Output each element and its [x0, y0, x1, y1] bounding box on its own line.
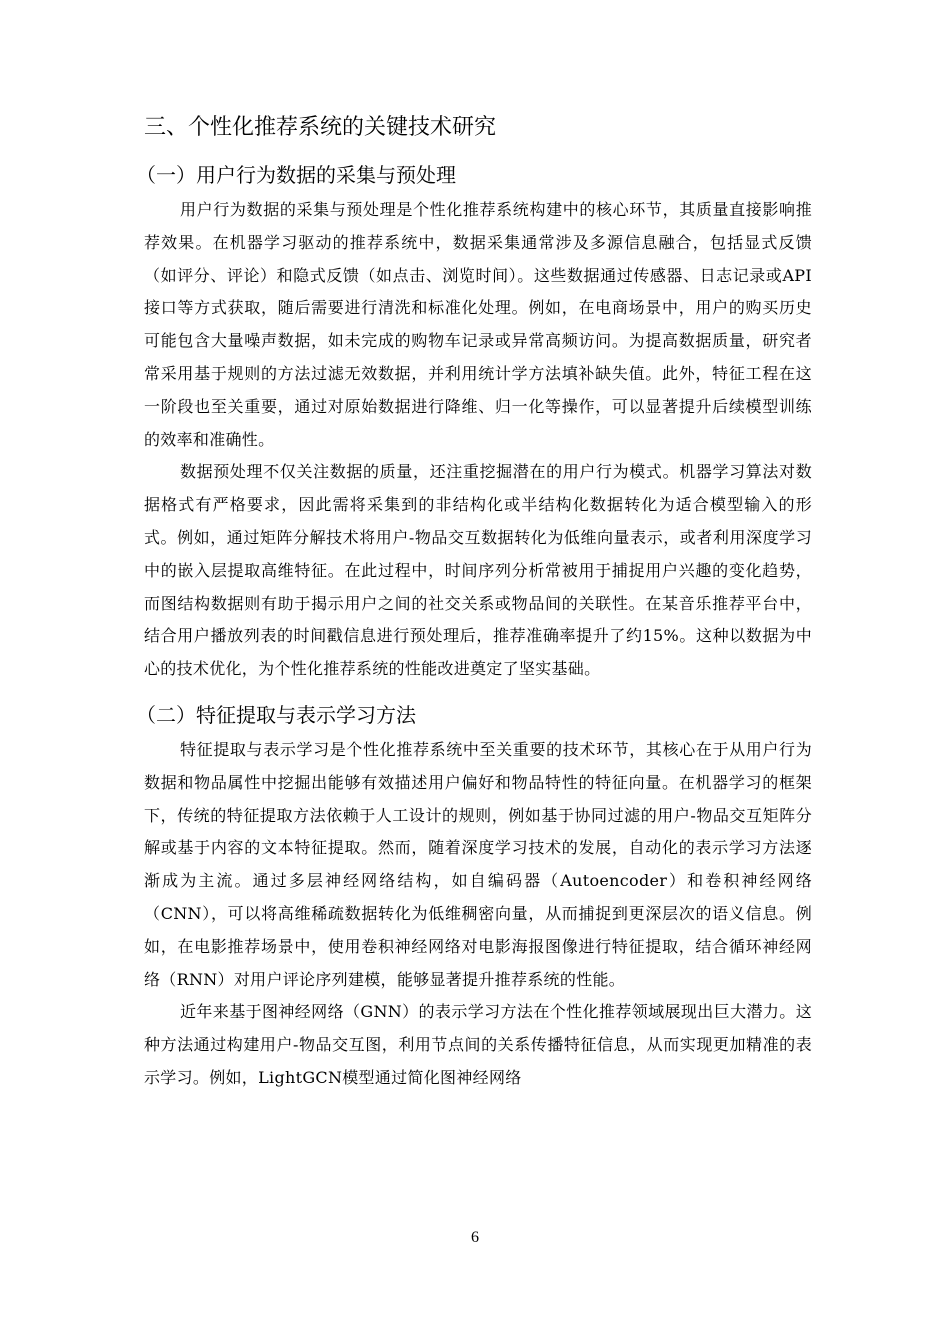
section-title: 三、个性化推荐系统的关键技术研究 — [144, 115, 497, 140]
paragraph-1-2: 数据预处理不仅关注数据的质量，还注重挖掘潜在的用户行为模式。机器学习算法对数据格式有严格要求，因此需将采集到的非结构化或半结构化数据转化为适合模型输入的形式。例如，通过矩阵分解技术将用户-物品交互数据转化为低维向量表示，或者利用深度学习中的嵌入层提取高维特征。在此过程中，时间序列分析常被用于捕捉用户兴趣的变化趋势，而图结构数据则有助于揭示用户之间的社交关系或物品间的关联性。在某音乐推荐平台中，结合用户播放列表的时间戳信息进行预处理后，推荐准确率提升了约15%。这种以数据为中心的技术优化，为个性化推荐系统的性能改进奠定了坚实基础。 — [144, 462, 812, 679]
page-content — [136, 112, 812, 1095]
paragraph-2-1: 特征提取与表示学习是个性化推荐系统中至关重要的技术环节，其核心在于从用户行为数据和物品属性中挖掘出能够有效描述用户偏好和物品特性的特征向量。在机器学习的框架下，传统的特征提取方法依赖于人工设计的规则，例如基于协同过滤的用户-物品交互矩阵分解或基于内容的文本特征提取。然而，随着深度学习技术的发展，自动化的表示学习方法逐渐成为主流。通过多层神经网络结构，如自编码器（Autoencoder）和卷积神经网络（CNN），可以将高维稀疏数据转化为低维稠密向量，从而捕捉到更深层次的语义信息。例如，在电影推荐场景中，使用卷积神经网络对电影海报图像进行特征提取，结合循环神经网络（RNN）对用户评论序列建模，能够显著提升推荐系统的性能。 — [144, 739, 812, 989]
subsection-title-1: （一）用户行为数据的采集与预处理 — [136, 163, 456, 187]
subsection-title-2: （二）特征提取与表示学习方法 — [136, 702, 416, 727]
paragraph-2-2: 近年来基于图神经网络（GNN）的表示学习方法在个性化推荐领域展现出巨大潜力。这种方法通过构建用户-物品交互图，利用节点间的关系传播特征信息，从而实现更加精准的表示学习。例如，LightGCN模型通过简化图神经网络 — [144, 1002, 812, 1087]
page-number: 6 — [471, 1229, 479, 1246]
paragraph-1-1: 用户行为数据的采集与预处理是个性化推荐系统构建中的核心环节，其质量直接影响推荐效果。在机器学习驱动的推荐系统中，数据采集通常涉及多源信息融合，包括显式反馈（如评分、评论）和隐式反馈（如点击、浏览时间）。这些数据通过传感器、日志记录或API接口等方式获取，随后需要进行清洗和标准化处理。例如，在电商场景中，用户的购买历史可能包含大量噪声数据，如未完成的购物车记录或异常高频访问。为提高数据质量，研究者常采用基于规则的方法过滤无效数据，并利用统计学方法填补缺失值。此外，特征工程在这一阶段也至关重要，通过对原始数据进行降维、归一化等操作，可以显著提升后续模型训练的效率和准确性。 — [144, 200, 812, 449]
